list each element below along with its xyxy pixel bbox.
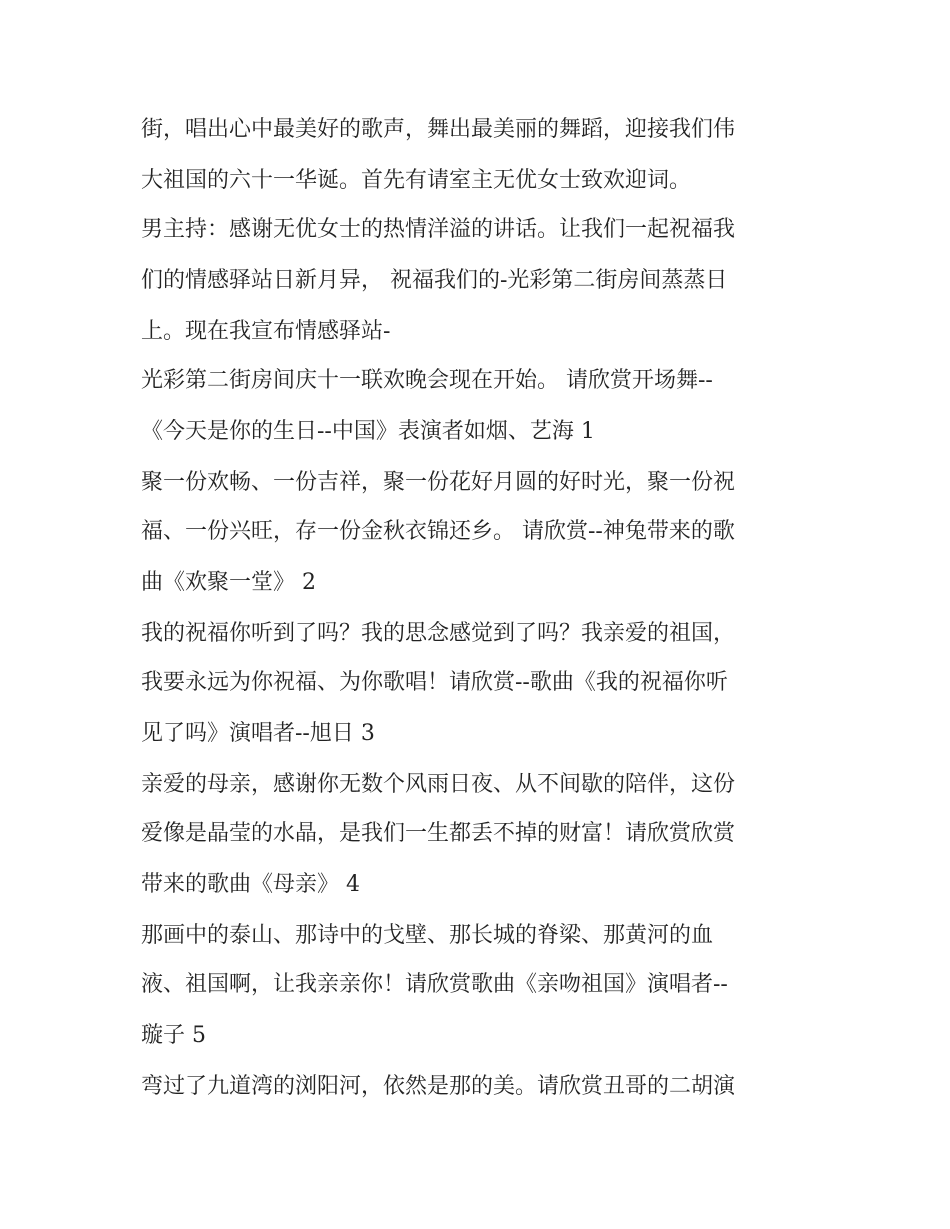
text-line: 街，唱出心中最美好的歌声，舞出最美丽的舞蹈，迎接我们伟	[141, 117, 736, 142]
text-line: 我要永远为你祝福、为你歌唱！请欣赏--歌曲《我的祝福你听	[141, 670, 728, 695]
text-line: 们的情感驿站日新月异， 祝福我们的-光彩第二街房间蒸蒸日	[141, 268, 728, 293]
text-line: 亲爱的母亲，感谢你无数个风雨日夜、从不间歇的陪伴，这份	[141, 772, 736, 797]
text-line: 光彩第二街房间庆十一联欢晚会现在开始。 请欣赏开场舞--	[141, 368, 713, 393]
text-line: 那画中的泰山、那诗中的戈壁、那长城的脊梁、那黄河的血	[141, 923, 714, 948]
text-line: 见了吗》演唱者--旭日 3	[141, 721, 375, 746]
text-line: 带来的歌曲《母亲》 4	[141, 872, 360, 897]
text-line: 弯过了九道湾的浏阳河，依然是那的美。请欣赏丑哥的二胡演	[141, 1074, 736, 1099]
text-line: 大祖国的六十一华诞。首先有请室主无优女士致欢迎词。	[141, 168, 692, 193]
text-line: 曲《欢聚一堂》 2	[141, 570, 316, 595]
text-line: 爱像是晶莹的水晶，是我们一生都丢不掉的财富！请欣赏欣赏	[141, 821, 736, 846]
text-line: 液、祖国啊，让我亲亲你！请欣赏歌曲《亲吻祖国》演唱者--	[141, 972, 728, 997]
text-line: 我的祝福你听到了吗？我的思念感觉到了吗？我亲爱的祖国，	[141, 621, 736, 646]
text-line: 福、一份兴旺，存一份金秋衣锦还乡。 请欣赏--神兔带来的歌	[141, 519, 735, 544]
text-line: 上。现在我宣布情感驿站-	[141, 319, 391, 344]
text-line: 《今天是你的生日--中国》表演者如烟、艺海 1	[141, 419, 595, 444]
text-line: 聚一份欢畅、一份吉祥，聚一份花好月圆的好时光，聚一份祝	[141, 470, 736, 495]
text-line: 璇子 5	[141, 1023, 206, 1048]
text-line: 男主持：感谢无优女士的热情洋溢的讲话。让我们一起祝福我	[141, 217, 736, 242]
